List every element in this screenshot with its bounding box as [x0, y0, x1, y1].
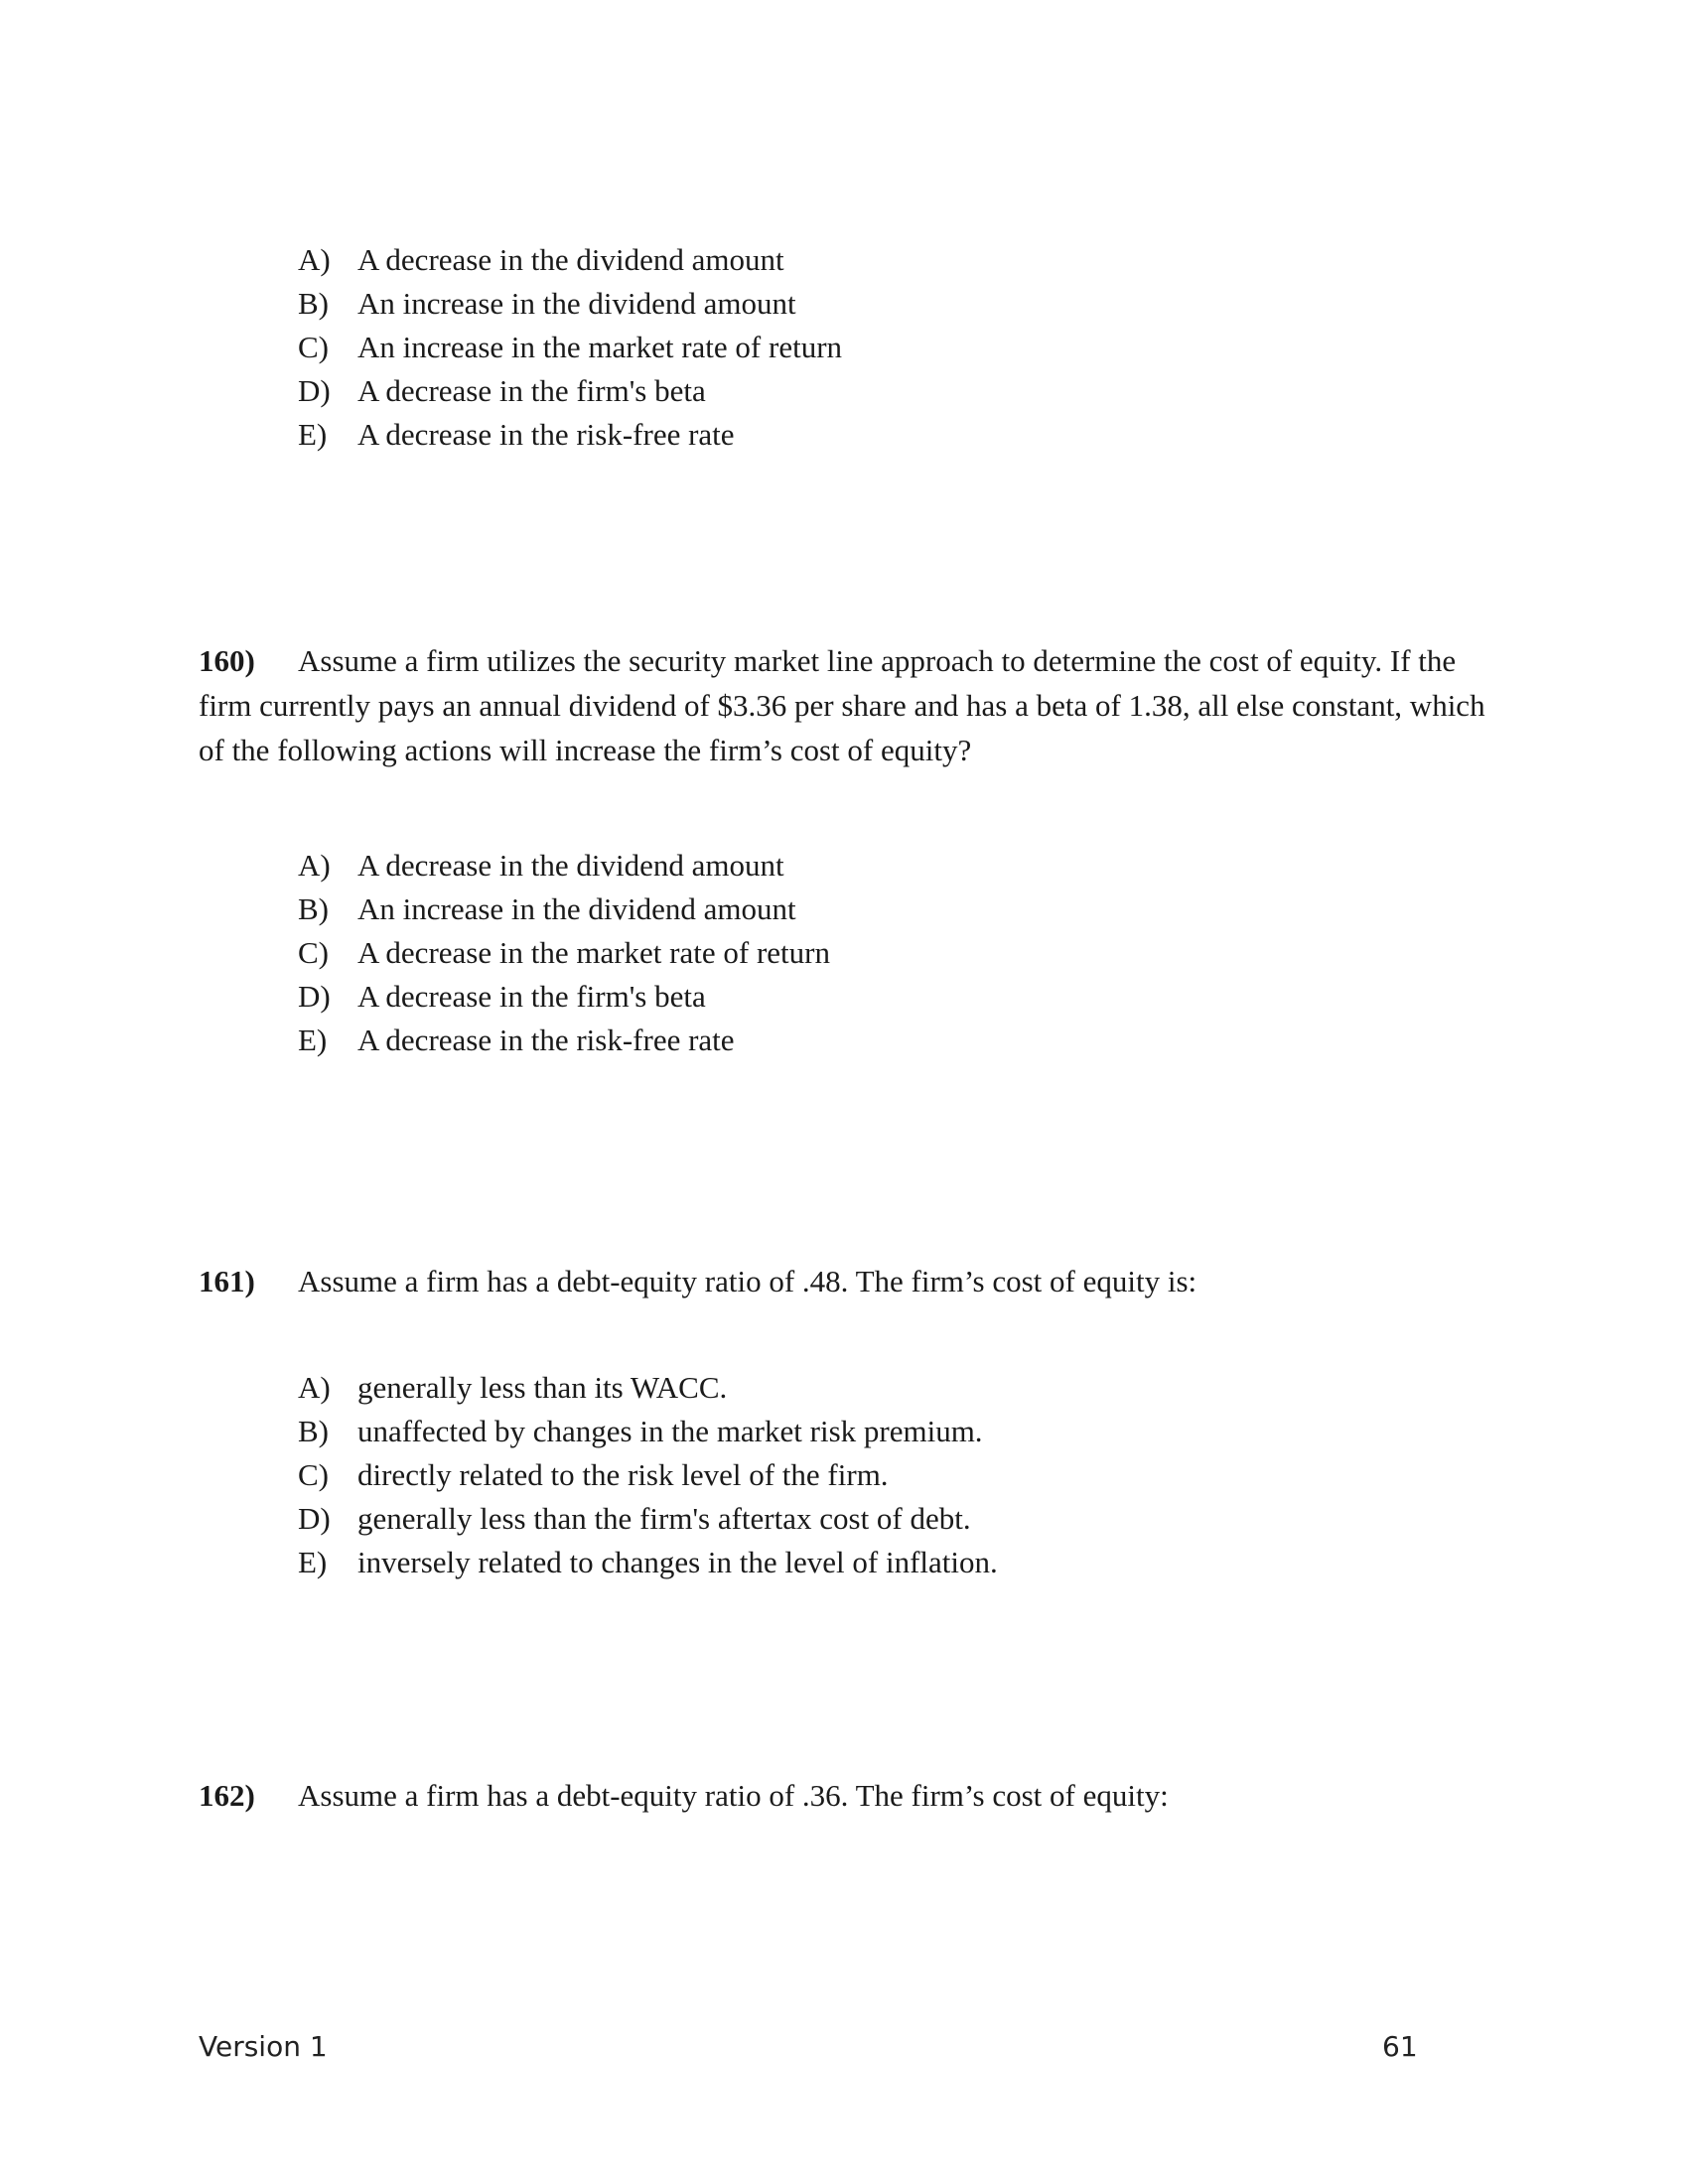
option-c: C) A decrease in the market rate of return: [298, 935, 830, 970]
question-number: 161): [199, 1264, 255, 1298]
question-number: 160): [199, 643, 255, 678]
option-c: C) directly related to the risk level of the firm.: [298, 1457, 889, 1492]
question-161: [199, 1259, 1489, 1303]
question-161-options: [298, 1366, 998, 1584]
question-162: [199, 1773, 1489, 1818]
question-text: Assume a firm has a debt-equity ratio of .48. The firm’s cost of equity is:: [298, 1264, 1197, 1298]
footer-version: Version 1: [199, 2030, 328, 2063]
option-d: D) A decrease in the firm's beta: [298, 373, 706, 408]
option-a: A) A decrease in the dividend amount: [298, 242, 784, 277]
question-160: [199, 638, 1489, 772]
option-a: A) A decrease in the dividend amount: [298, 848, 784, 883]
option-e: E) A decrease in the risk-free rate: [298, 1023, 735, 1057]
question-160-options: [298, 844, 830, 1062]
question-text: Assume a firm utilizes the security market line approach to determine the cost of equity. If the firm currently pays an annual dividend of $3.36 per share and has a beta of 1.38, all else constant, which of the following actions will increase the firm’s cost of equity?: [199, 643, 1485, 767]
option-d: D) A decrease in the firm's beta: [298, 979, 706, 1014]
option-a: A) generally less than its WACC.: [298, 1370, 728, 1405]
option-c: C) An increase in the market rate of return: [298, 330, 843, 364]
option-b: B) An increase in the dividend amount: [298, 286, 796, 321]
option-d: D) generally less than the firm's aftertax cost of debt.: [298, 1501, 971, 1536]
option-b: B) unaffected by changes in the market risk premium.: [298, 1414, 983, 1448]
option-e: E) A decrease in the risk-free rate: [298, 417, 735, 452]
option-b: B) An increase in the dividend amount: [298, 891, 796, 926]
question-text: Assume a firm has a debt-equity ratio of .36. The firm’s cost of equity:: [298, 1778, 1169, 1813]
carryover-options: [298, 238, 842, 457]
page-number: 61: [1382, 2030, 1418, 2063]
option-e: E) inversely related to changes in the level of inflation.: [298, 1545, 998, 1579]
question-number: 162): [199, 1778, 255, 1813]
